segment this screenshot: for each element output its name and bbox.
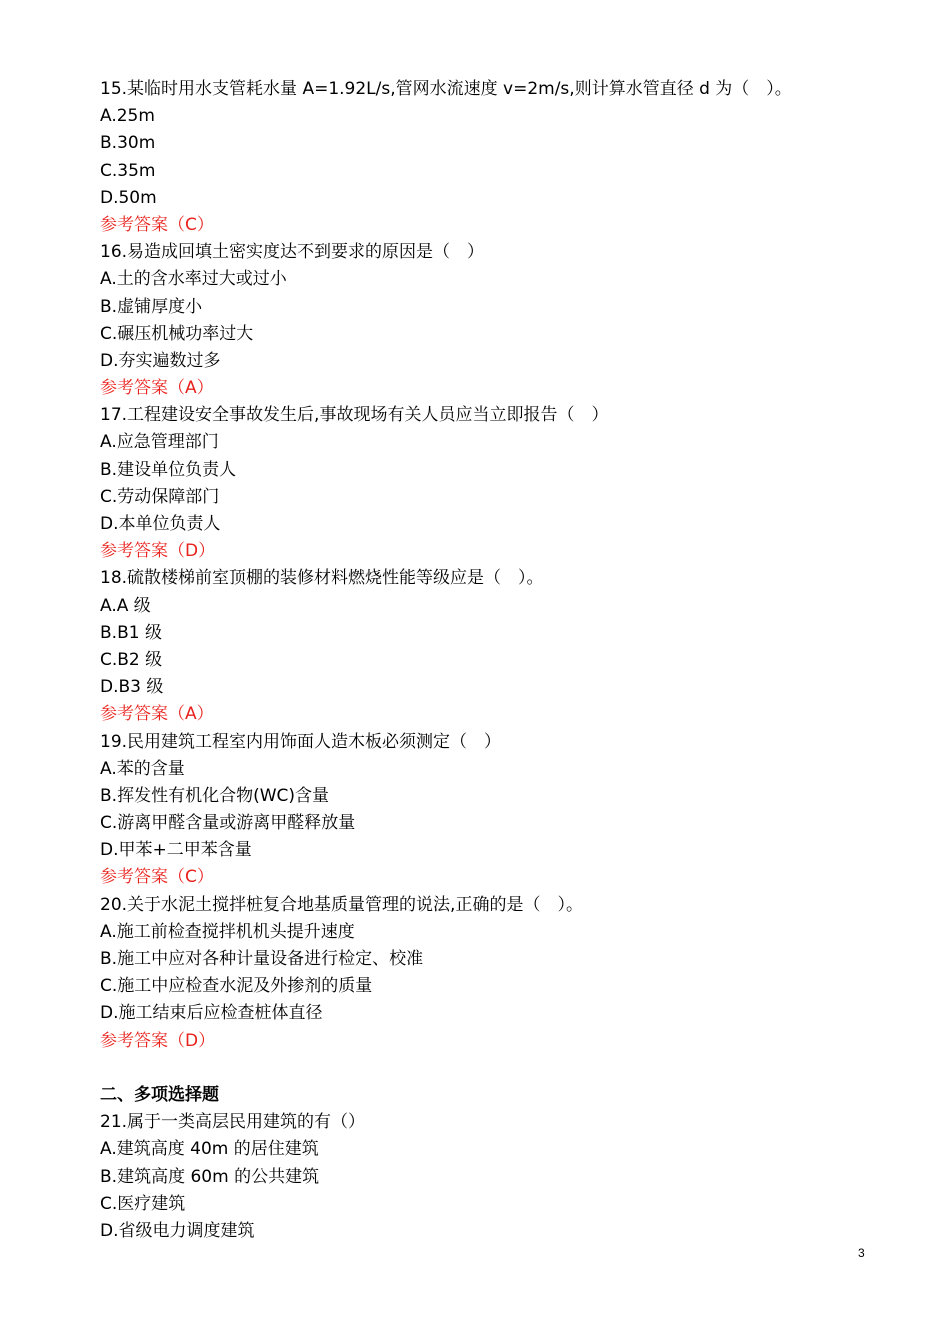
reference-answer: 参考答案（C） — [100, 867, 214, 888]
option-d: D.省级电力调度建筑 — [100, 1220, 255, 1241]
option-a: A.应急管理部门 — [100, 432, 219, 453]
option-b: B.建设单位负责人 — [100, 459, 237, 480]
question-stem: 19.民用建筑工程室内用饰面人造木板必须测定（ ） — [100, 731, 502, 752]
option-c: C.游离甲醛含量或游离甲醛释放量 — [100, 813, 356, 834]
option-d: D.夯实遍数过多 — [100, 350, 221, 371]
option-d: D.本单位负责人 — [100, 514, 221, 534]
question-16 — [100, 239, 880, 402]
reference-answer: 参考答案（D） — [100, 1030, 216, 1051]
option-b: B.施工中应对各种计量设备进行检定、校准 — [100, 949, 424, 969]
option-c: C.医疗建筑 — [100, 1193, 186, 1214]
question-21 — [100, 1109, 880, 1245]
question-17 — [100, 402, 880, 565]
reference-answer: 参考答案（A） — [100, 378, 214, 399]
option-c: C.B2 级 — [100, 649, 163, 670]
option-c: C.碾压机械功率过大 — [100, 323, 254, 344]
section-title: 二、多项选择题 — [100, 1084, 219, 1105]
option-a: A.A 级 — [100, 595, 151, 616]
reference-answer: 参考答案（D） — [100, 541, 216, 562]
option-a: A.施工前检查搅拌机机头提升速度 — [100, 921, 355, 942]
question-15 — [100, 76, 880, 239]
option-b: B.虚铺厚度小 — [100, 296, 203, 317]
option-c: C.施工中应检查水泥及外掺剂的质量 — [100, 976, 373, 997]
question-stem: 17.工程建设安全事故发生后,事故现场有关人员应当立即报告（ ） — [100, 405, 609, 426]
question-stem: 21.属于一类高层民用建筑的有（） — [100, 1112, 366, 1133]
option-b: B.挥发性有机化合物(WC)含量 — [100, 785, 330, 806]
option-a: A.25m — [100, 106, 155, 127]
section-multiple-choice — [100, 1082, 880, 1245]
reference-answer: 参考答案（A） — [100, 704, 214, 725]
blank-line — [100, 1055, 880, 1082]
option-b: B.B1 级 — [100, 622, 162, 643]
option-d: D.施工结束后应检查桩体直径 — [100, 1003, 323, 1024]
question-stem: 15.某临时用水支管耗水量 A=1.92L/s,管网水流速度 v=2m/s,则计算水管直径 d 为（ ）。 — [100, 79, 792, 99]
question-stem: 18.硫散楼梯前室顶棚的装修材料燃烧性能等级应是（ ）。 — [100, 568, 544, 589]
page-number: 3 — [858, 1246, 865, 1260]
question-18 — [100, 565, 880, 728]
option-c: C.35m — [100, 160, 156, 181]
question-20 — [100, 892, 880, 1055]
option-b: B.建筑高度 60m 的公共建筑 — [100, 1166, 320, 1187]
question-stem: 20.关于水泥土搅拌桩复合地基质量管理的说法,正确的是（ ）。 — [100, 894, 583, 915]
option-b: B.30m — [100, 133, 156, 154]
option-d: D.50m — [100, 187, 157, 208]
option-d: D.甲苯+二甲苯含量 — [100, 840, 252, 861]
question-19 — [100, 729, 880, 892]
question-stem: 16.易造成回填土密实度达不到要求的原因是（ ） — [100, 242, 485, 263]
reference-answer: 参考答案（C） — [100, 214, 214, 235]
option-a: A.苯的含量 — [100, 758, 185, 779]
option-d: D.B3 级 — [100, 677, 164, 698]
option-a: A.土的含水率过大或过小 — [100, 269, 287, 290]
option-a: A.建筑高度 40m 的居住建筑 — [100, 1139, 319, 1160]
option-c: C.劳动保障部门 — [100, 486, 220, 507]
document-page — [100, 76, 880, 1245]
